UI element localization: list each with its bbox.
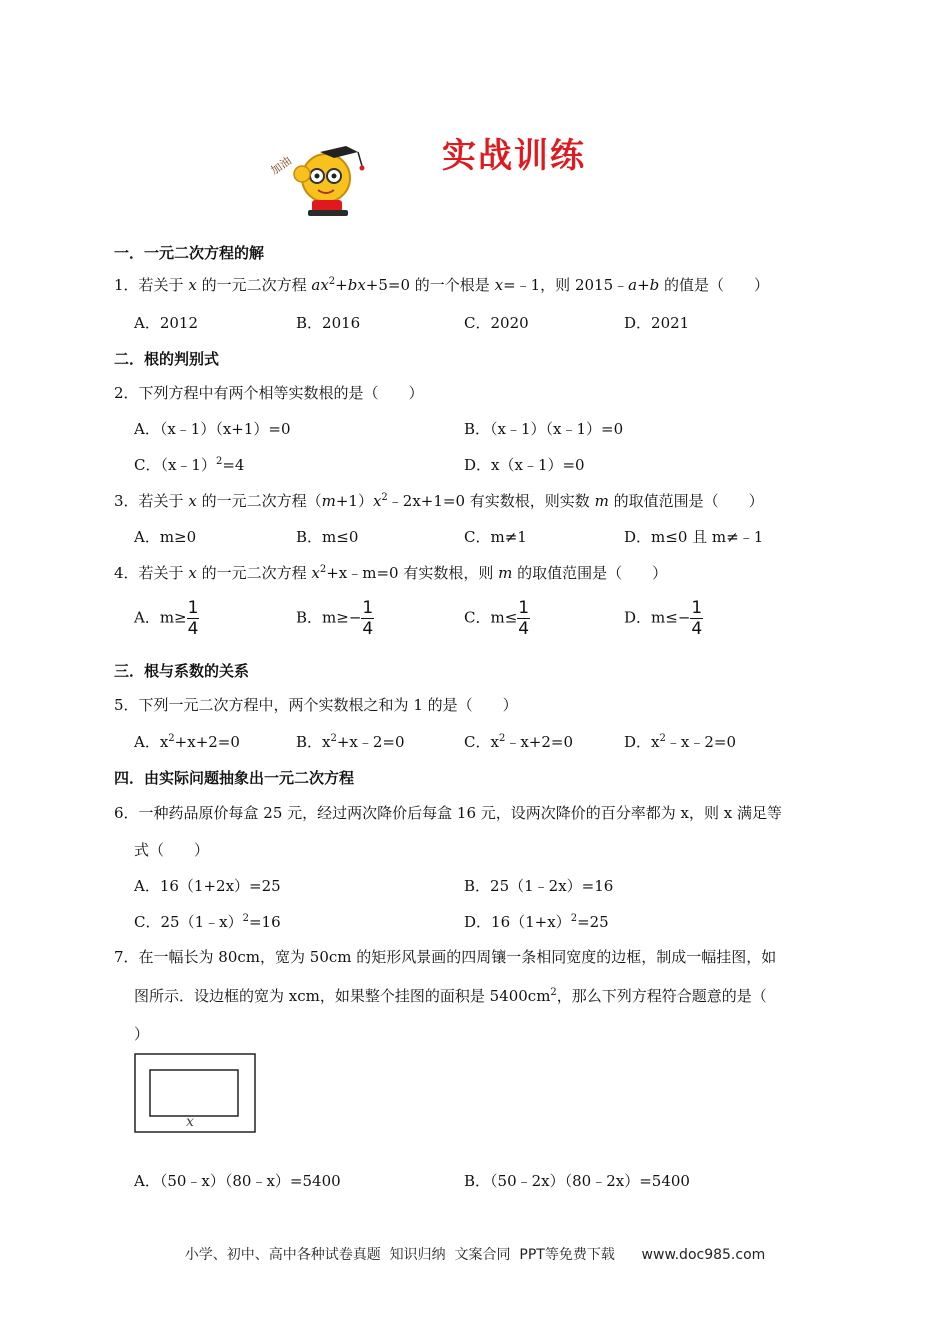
q4-option-d: D．m≤− $\frac{1}{4}$ (624, 598, 703, 639)
q5-option-d: D．$x^2﹣x﹣2=0$ (624, 733, 736, 751)
question-6-line-2: 式（ ） (134, 841, 210, 859)
q2-option-d: D．x（x﹣1）=0 (464, 456, 585, 474)
q2-option-c: C．（x﹣1）$^2$=4 (134, 456, 245, 474)
q3-option-c: C．m≠1 (464, 528, 527, 546)
q6-option-b: B．25（1﹣2x）=16 (464, 877, 614, 895)
q6-option-c: C．25（1﹣x）$^2$=16 (134, 913, 281, 931)
q3-option-a: A．m≥0 (134, 528, 197, 546)
mascot-illustration (268, 138, 372, 218)
q6-option-a: A．16（1+2x）=25 (134, 877, 281, 895)
fraction: $\frac{1}{4}$ (187, 598, 199, 639)
q5-option-b: B．$x^2+x﹣2=0$ (296, 733, 405, 751)
footer-text: 小学、初中、高中各种试卷真题 知识归纳 文案合同 PPT等免费下载 www.doc985.com (184, 1247, 766, 1263)
q2-option-a: A．（x﹣1）（x+1）=0 (134, 420, 291, 438)
q7-option-a: A．（50﹣x）（80﹣x）=5400 (134, 1172, 341, 1190)
q4-option-a: A．m≥ $\frac{1}{4}$ (134, 598, 199, 639)
fraction: $\frac{1}{4}$ (362, 598, 374, 639)
q6-option-d: D．$16(1+x)^2=25$ (464, 913, 609, 931)
question-4: 4．若关于 x 的一元二次方程 $x^2+x﹣m=0$ 有实数根，则 m 的取值范围是（ ） (114, 564, 668, 582)
q4-option-c: C．m≤ $\frac{1}{4}$ (464, 598, 530, 639)
frame-diagram-svg (134, 1053, 256, 1133)
question-7-line-3: ） (134, 1025, 150, 1043)
question-1: 1．若关于 x 的一元二次方程 $ax^2+bx+5=0$ 的一个根是 x=﹣1，则 2015﹣a+b 的值是（ ） (114, 276, 770, 294)
q7-option-b: B．（50﹣2x）（80﹣2x）=5400 (464, 1172, 690, 1190)
q4-option-b: B．m≥− $\frac{1}{4}$ (296, 598, 374, 639)
q1-option-b: B．2016 (296, 314, 361, 332)
q3-option-b: B．m≤0 (296, 528, 359, 546)
question-7-line-2: 图所示．设边框的宽为 xcm，如果整个挂图的面积是 $5400cm^2$，那么下列方程符合题意的是（ (134, 987, 767, 1005)
fraction: $\frac{1}{4}$ (518, 598, 530, 639)
q1-option-a: A．2012 (134, 314, 199, 332)
q1-option-d: D．2021 (624, 314, 690, 332)
question-2: 2．下列方程中有两个相等实数根的是（ ） (114, 384, 424, 402)
section-heading-3: 三．根与系数的关系 (114, 662, 250, 680)
svg-text:加油: 加油 (268, 154, 294, 178)
section-heading-2: 二．根的判别式 (114, 350, 220, 368)
q5-option-a: A．$x^2+x+2=0$ (134, 733, 240, 751)
q5-option-c: C．$x^2﹣x+2=0$ (464, 733, 573, 751)
page-title: 实战训练 (442, 136, 586, 176)
question-6-line-1: 6．一种药品原价每盒 25 元，经过两次降价后每盒 16 元，设两次降价的百分率都为 x，则 x 满足等 (114, 804, 783, 822)
q2-option-b: B．（x﹣1）（x﹣1）=0 (464, 420, 624, 438)
fraction: $\frac{1}{4}$ (691, 598, 703, 639)
frame-diagram (134, 1053, 256, 1133)
figure-label-x: x (186, 1114, 194, 1130)
q3-option-d: D．m≤0 且 m≠﹣1 (624, 528, 764, 546)
question-7-line-1: 7．在一幅长为 80cm，宽为 50cm 的矩形风景画的四周镶一条相同宽度的边框，制成一幅挂图，如 (114, 948, 777, 966)
section-heading-1: 一．一元二次方程的解 (114, 244, 265, 262)
q1-option-c: C．2020 (464, 314, 529, 332)
section-heading-4: 四．由实际问题抽象出一元二次方程 (114, 769, 355, 787)
question-5: 5．下列一元二次方程中，两个实数根之和为 1 的是（ ） (114, 696, 518, 714)
question-3: 3．若关于 x 的一元二次方程$(m+1)x^2﹣2x+1=0$ 有实数根，则实数 m 的取值范围是（ ） (114, 492, 764, 510)
